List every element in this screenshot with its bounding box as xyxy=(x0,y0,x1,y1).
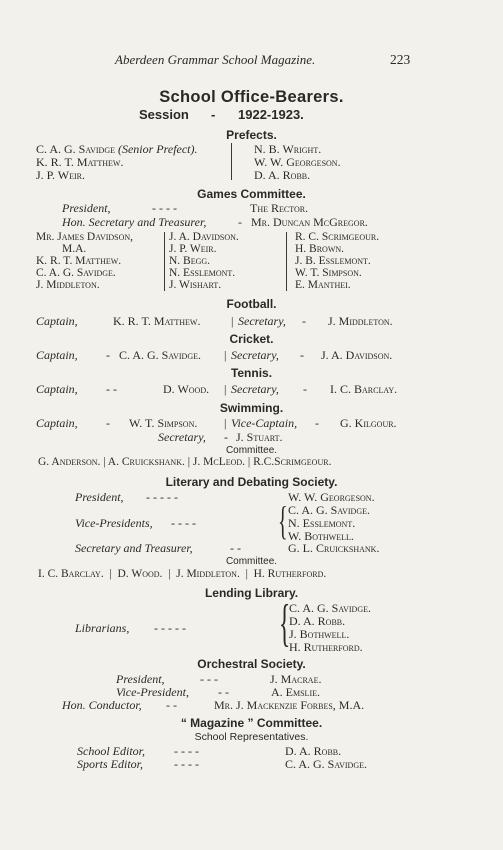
tennis-captain: D. Wood. xyxy=(163,382,210,396)
prefect-left-2: K. R. T. Matthew. xyxy=(36,155,124,169)
swimming-secretary-label: Secretary, xyxy=(158,430,206,444)
debating-vp-label: Vice-Presidents, xyxy=(75,516,153,530)
magazine-editor-dashes: - - - - xyxy=(174,744,199,758)
tennis-captain-label: Captain, xyxy=(36,382,78,396)
debating-heading: Literary and Debating Society. xyxy=(165,475,338,489)
session-years: 1922-1923. xyxy=(238,107,304,122)
tennis-secretary-label: Secretary, xyxy=(231,382,279,396)
prefect-left-1: C. A. G. Savidge (Senior Prefect). xyxy=(36,142,198,156)
orchestral-conductor: Mr. J. Mackenzie Forbes, M.A. xyxy=(214,698,365,712)
cricket-heading: Cricket. xyxy=(229,332,274,346)
orchestral-vp: A. Emslie. xyxy=(271,685,320,699)
games-member: H. Brown. xyxy=(295,243,345,255)
football-secretary: J. Middleton. xyxy=(328,314,393,328)
orchestral-vp-dashes: - - xyxy=(218,685,229,699)
prefect-right-2: W. W. Georgeson. xyxy=(254,155,341,169)
tennis-dash: - xyxy=(303,382,307,396)
librarian: C. A. G. Savidge. xyxy=(289,601,371,615)
debating-committee-line: I. C. Barclay. | D. Wood. | J. Middleton. | H. Rutherford. xyxy=(38,568,327,580)
games-president-label: President, xyxy=(62,201,111,215)
swimming-secretary-dash: - xyxy=(224,430,228,444)
magazine-sports-label: Sports Editor, xyxy=(77,757,144,771)
debating-secretary: G. L. Cruickshank. xyxy=(288,541,380,555)
games-member: N. Esslemont. xyxy=(169,267,236,279)
prefect-right-3: D. A. Robb. xyxy=(254,168,311,182)
tennis-sep: | xyxy=(224,382,227,396)
magazine-sports: C. A. G. Savidge. xyxy=(285,757,367,771)
orchestral-conductor-label: Hon. Conductor, xyxy=(62,698,142,712)
football-secretary-label: Secretary, xyxy=(238,314,286,328)
session-dash: - xyxy=(211,107,216,122)
games-member: Mr. James Davidson, xyxy=(36,231,134,243)
page-number: 223 xyxy=(390,52,411,67)
debating-president-label: President, xyxy=(75,490,124,504)
swimming-captain: W. T. Simpson. xyxy=(129,416,198,430)
debating-president: W. W. Georgeson. xyxy=(288,490,375,504)
session-label: Session xyxy=(139,107,189,122)
cricket-secretary: J. A. Davidson. xyxy=(321,348,393,362)
games-member: M.A. xyxy=(62,243,87,255)
debating-vp: W. Bothwell. xyxy=(288,529,354,543)
library-heading: Lending Library. xyxy=(204,586,299,600)
page-title: School Office-Bearers. xyxy=(159,88,344,106)
cricket-lead-dash: - xyxy=(106,348,110,362)
games-member: K. R. T. Matthew. xyxy=(36,255,122,267)
games-divider-2 xyxy=(286,232,287,291)
cricket-captain-label: Captain, xyxy=(36,348,78,362)
games-member: J. A. Davidson. xyxy=(169,231,239,243)
cricket-sep: | xyxy=(224,348,227,362)
swimming-heading: Swimming. xyxy=(219,401,284,415)
orchestral-heading: Orchestral Society. xyxy=(197,657,306,671)
tennis-secretary: I. C. Barclay. xyxy=(330,382,398,396)
prefect-left-3: J. P. Weir. xyxy=(36,168,86,182)
magazine-editor-label: School Editor, xyxy=(77,744,145,758)
prefects-heading: Prefects. xyxy=(226,128,277,142)
librarian: D. A. Robb. xyxy=(289,614,346,628)
debating-committee-heading: Committee. xyxy=(225,556,278,567)
swimming-dash: - xyxy=(315,416,319,430)
swimming-lead-dash: - xyxy=(106,416,110,430)
games-secretary-dash: - xyxy=(238,215,242,229)
library-label: Librarians, xyxy=(75,621,130,635)
football-captain: K. R. T. Matthew. xyxy=(113,314,201,328)
debating-sec-label: Secretary and Treasurer, xyxy=(75,541,193,555)
football-sep: | xyxy=(231,314,234,328)
games-member: E. Manthei. xyxy=(295,279,351,291)
debating-sec-dashes: - - xyxy=(230,541,241,555)
tennis-heading: Tennis. xyxy=(230,366,273,380)
swimming-captain-label: Captain, xyxy=(36,416,78,430)
orchestral-vp-label: Vice-President, xyxy=(116,685,189,699)
football-captain-label: Captain, xyxy=(36,314,78,328)
games-member: J. Middleton. xyxy=(36,279,100,291)
magazine-sports-dashes: - - - - xyxy=(174,757,199,771)
swimming-secretary: J. Stuart. xyxy=(236,430,283,444)
cricket-captain: C. A. G. Savidge. xyxy=(119,348,201,362)
games-heading: Games Committee. xyxy=(197,187,306,201)
games-member: J. B. Esslemont. xyxy=(295,255,371,267)
debating-vp-dashes: - - - - xyxy=(171,516,196,530)
football-heading: Football. xyxy=(226,297,277,311)
cricket-secretary-label: Secretary, xyxy=(231,348,279,362)
prefects-divider xyxy=(231,143,232,180)
games-divider-1 xyxy=(164,232,165,291)
games-secretary-value: Mr. Duncan McGregor. xyxy=(251,215,368,229)
magazine-heading: “ Magazine ” Committee. xyxy=(180,716,323,730)
games-member: R. C. Scrimgeour. xyxy=(295,231,380,243)
cricket-dash: - xyxy=(300,348,304,362)
swimming-committee-heading: Committee. xyxy=(225,445,278,456)
debating-vp: N. Esslemont. xyxy=(288,516,356,530)
games-member: C. A. G. Savidge. xyxy=(36,267,116,279)
football-dash: - xyxy=(302,314,306,328)
library-brace: { xyxy=(279,595,291,652)
tennis-lead-dash: - - xyxy=(106,382,117,396)
games-member: J. P. Weir. xyxy=(169,243,217,255)
debating-brace: { xyxy=(278,498,288,543)
games-member: N. Begg. xyxy=(169,255,211,267)
games-member: W. T. Simpson. xyxy=(295,267,362,279)
running-head-title: Aberdeen Grammar School Magazine. xyxy=(115,52,316,67)
library-dashes: - - - - - xyxy=(154,621,186,635)
orchestral-president: J. Macrae. xyxy=(270,672,322,686)
orchestral-president-label: President, xyxy=(116,672,165,686)
games-secretary-label: Hon. Secretary and Treasurer, xyxy=(62,215,207,229)
games-president-dashes: - - - - xyxy=(152,201,177,215)
librarian: H. Rutherford. xyxy=(289,640,363,654)
swimming-vice: G. Kilgour. xyxy=(340,416,397,430)
magazine-subheading: School Representatives. xyxy=(194,731,309,743)
games-member: J. Wishart. xyxy=(169,279,222,291)
games-president-value: The Rector. xyxy=(250,201,309,215)
magazine-editor: D. A. Robb. xyxy=(285,744,342,758)
debating-president-dashes: - - - - - xyxy=(146,490,178,504)
debating-vp: C. A. G. Savidge. xyxy=(288,503,370,517)
orchestral-conductor-dashes: - - xyxy=(166,698,177,712)
librarian: J. Bothwell. xyxy=(289,627,350,641)
swimming-committee-line: G. Anderson. | A. Cruickshank. | J. McLeod. | R.C.Scrimgeour. xyxy=(38,456,332,468)
swimming-vice-label: Vice-Captain, xyxy=(231,416,298,430)
orchestral-president-dashes: - - - xyxy=(200,672,218,686)
swimming-sep: | xyxy=(224,416,227,430)
prefect-right-1: N. B. Wright. xyxy=(254,142,322,156)
